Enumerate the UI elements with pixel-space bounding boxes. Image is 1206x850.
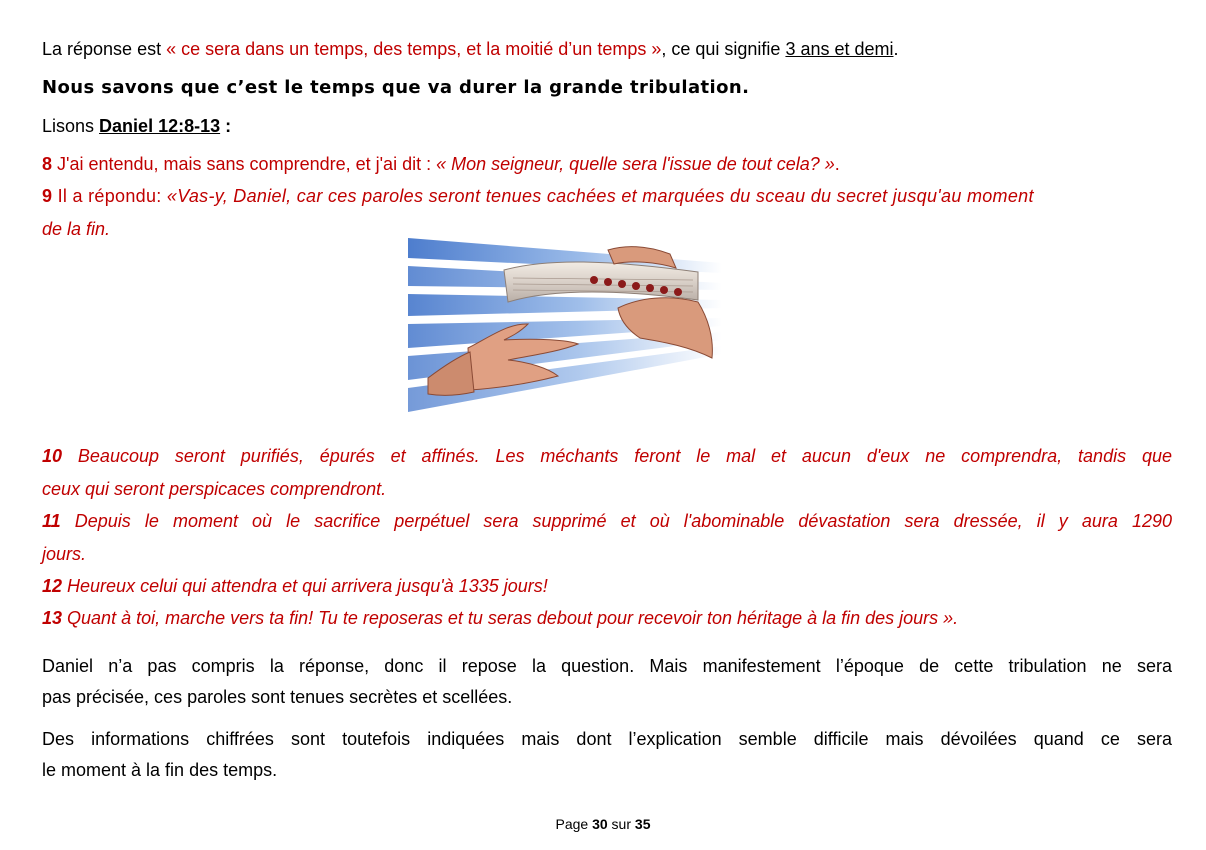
footer-prefix: Page	[555, 816, 593, 832]
verse-11-line2: jours.	[42, 544, 87, 564]
verse-11-text: Depuis le moment où le sacrifice perpétuel sera supprimé et où l'abominable dévastation sera dressée, il y aura 1290	[60, 511, 1172, 531]
lisons-suffix: :	[220, 116, 232, 136]
verse-10-text: Beaucoup seront purifiés, épurés et affinés. Les méchants feront le mal et aucun d'eux ne comprendra, tandis que	[62, 446, 1172, 466]
verse-13-text: Quant à toi, marche vers ta fin! Tu te reposeras et tu seras debout pour recevoir ton héritage à la fin des jours ».	[62, 608, 959, 628]
verse-11-number: 11	[42, 511, 61, 531]
verse-10-number: 10	[42, 446, 63, 466]
verse-9-quote: «Vas-y, Daniel, car ces paroles seront tenues cachées et marquées du sceau du secret jusqu'au moment	[166, 186, 1034, 206]
scripture-reference: Daniel 12:8-13	[99, 116, 221, 136]
lisons-prefix: Lisons	[42, 116, 100, 136]
intro-line	[42, 37, 1172, 61]
heading: Nous savons que c’est le temps que va durer la grande tribulation.	[42, 77, 750, 98]
lisons-line	[42, 114, 1172, 138]
intro-end: .	[893, 39, 899, 59]
scroll-handoff-illustration	[408, 228, 722, 412]
verse-12-text: Heureux celui qui attendra et qui arrivera jusqu'à 1335 jours!	[62, 576, 548, 596]
intro-underlined: 3 ans et demi	[785, 39, 894, 59]
verse-12-number: 12	[42, 576, 63, 596]
verse-10-line1	[42, 444, 1172, 468]
page-number-footer	[0, 815, 1206, 833]
verse-9-line2: de la fin.	[42, 219, 111, 239]
verse-11-line1	[42, 509, 1172, 533]
verse-8-quote: « Mon seigneur, quelle sera l'issue de tout cela? »	[436, 154, 835, 174]
verse-8-number: 8	[42, 154, 53, 174]
verse-9-text: Il a répondu:	[52, 186, 167, 206]
paragraph-1-line2: pas précisée, ces paroles sont tenues secrètes et scellées.	[42, 687, 513, 707]
footer-middle: sur	[607, 816, 635, 832]
verse-12	[42, 574, 1172, 598]
intro-prefix: La réponse est	[42, 39, 167, 59]
intro-quote: « ce sera dans un temps, des temps, et la moitié d’un temps »	[166, 39, 662, 59]
verse-8	[42, 152, 1172, 176]
paragraph-1-line1: Daniel n’a pas compris la réponse, donc il repose la question. Mais manifestement l’époque de cette tribulation ne sera	[42, 656, 1172, 676]
verse-9-line1	[42, 184, 1172, 208]
verse-13-number: 13	[42, 608, 63, 628]
footer-total-pages: 35	[634, 816, 651, 832]
verse-10-line2: ceux qui seront perspicaces comprendront.	[42, 479, 387, 499]
paragraph-2-line1: Des informations chiffrées sont toutefois indiquées mais dont l’explication semble difficile mais dévoilées quand ce sera	[42, 729, 1172, 749]
verse-9-number: 9	[42, 186, 53, 206]
footer-current-page: 30	[592, 816, 608, 832]
verse-8-end: .	[834, 154, 840, 174]
paragraph-2-line2: le moment à la fin des temps.	[42, 760, 278, 780]
intro-middle: , ce qui signifie	[661, 39, 786, 59]
verse-13	[42, 606, 1172, 630]
verse-8-text: J'ai entendu, mais sans comprendre, et j'ai dit :	[52, 154, 437, 174]
